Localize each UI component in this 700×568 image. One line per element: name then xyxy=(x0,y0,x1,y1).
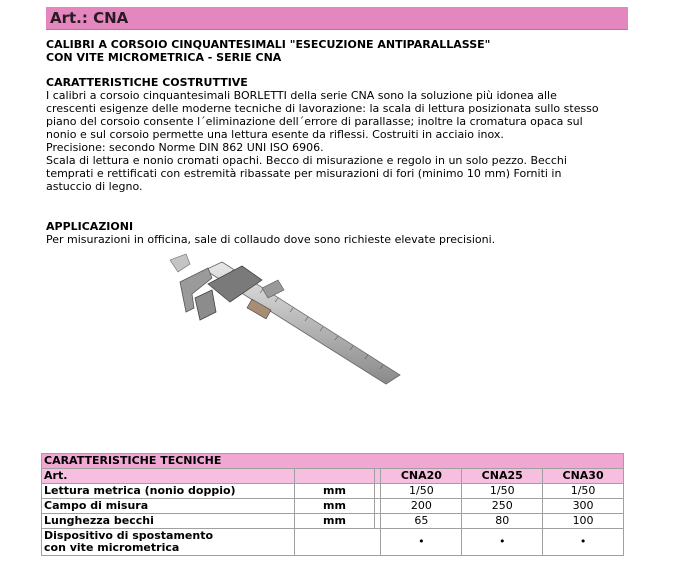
title-bar xyxy=(46,7,628,30)
art-label: Art. xyxy=(42,469,295,484)
specs-table xyxy=(41,453,624,556)
product-heading-line1: CALIBRI A CORSOIO CINQUANTESIMALI "ESECUZIONE ANTIPARALLASSE" xyxy=(46,38,491,51)
model-cna30: CNA30 xyxy=(543,469,624,484)
description xyxy=(46,38,626,246)
table-row: Campo di misura mm 200 250 300 xyxy=(42,499,624,514)
caliper-image xyxy=(150,250,410,400)
construction-line: astuccio di legno. xyxy=(46,180,143,193)
model-cna20: CNA20 xyxy=(381,469,462,484)
specs-title-row xyxy=(42,454,624,469)
page-title: Art.: CNA xyxy=(50,9,129,27)
construction-title: CARATTERISTICHE COSTRUTTIVE xyxy=(46,76,248,89)
construction-line: Scala di lettura e nonio cromati opachi. Becco di misurazione e regolo in un solo pezzo. Becchi xyxy=(46,154,567,167)
construction-line: I calibri a corsoio cinquantesimali BORLETTI della serie CNA sono la soluzione più idonea alle xyxy=(46,89,557,102)
applications-text: Per misurazioni in officina, sale di collaudo dove sono richieste elevate precisioni. xyxy=(46,233,496,246)
construction-line: piano del corsoio consente l´eliminazione dell´errore di parallasse; inoltre la cromatura opaca sul xyxy=(46,115,583,128)
applications-title: APPLICAZIONI xyxy=(46,220,134,233)
table-row: Lettura metrica (nonio doppio) mm 1/50 1/50 1/50 xyxy=(42,484,624,499)
model-cna25: CNA25 xyxy=(462,469,543,484)
construction-line: temprati e rettificati con estremità ribassate per misurazioni di fori (minimo 10 mm) Forniti in xyxy=(46,167,562,180)
table-row: Dispositivo di spostamento con vite micrometrica • • • xyxy=(42,529,624,556)
construction-line: crescenti esigenze delle moderne tecniche di lavorazione: la scala di lettura posizionata sullo stesso xyxy=(46,102,599,115)
construction-line: Precisione: secondo Norme DIN 862 UNI ISO 6906. xyxy=(46,141,324,154)
construction-line: nonio e sul corsoio permette una lettura esente da riflessi. Costruiti in acciaio inox. xyxy=(46,128,504,141)
specs-title: CARATTERISTICHE TECNICHE xyxy=(42,454,624,469)
specs-header-row xyxy=(42,469,624,484)
table-row: Lunghezza becchi mm 65 80 100 xyxy=(42,514,624,529)
product-heading-line2: CON VITE MICROMETRICA - SERIE CNA xyxy=(46,51,282,64)
